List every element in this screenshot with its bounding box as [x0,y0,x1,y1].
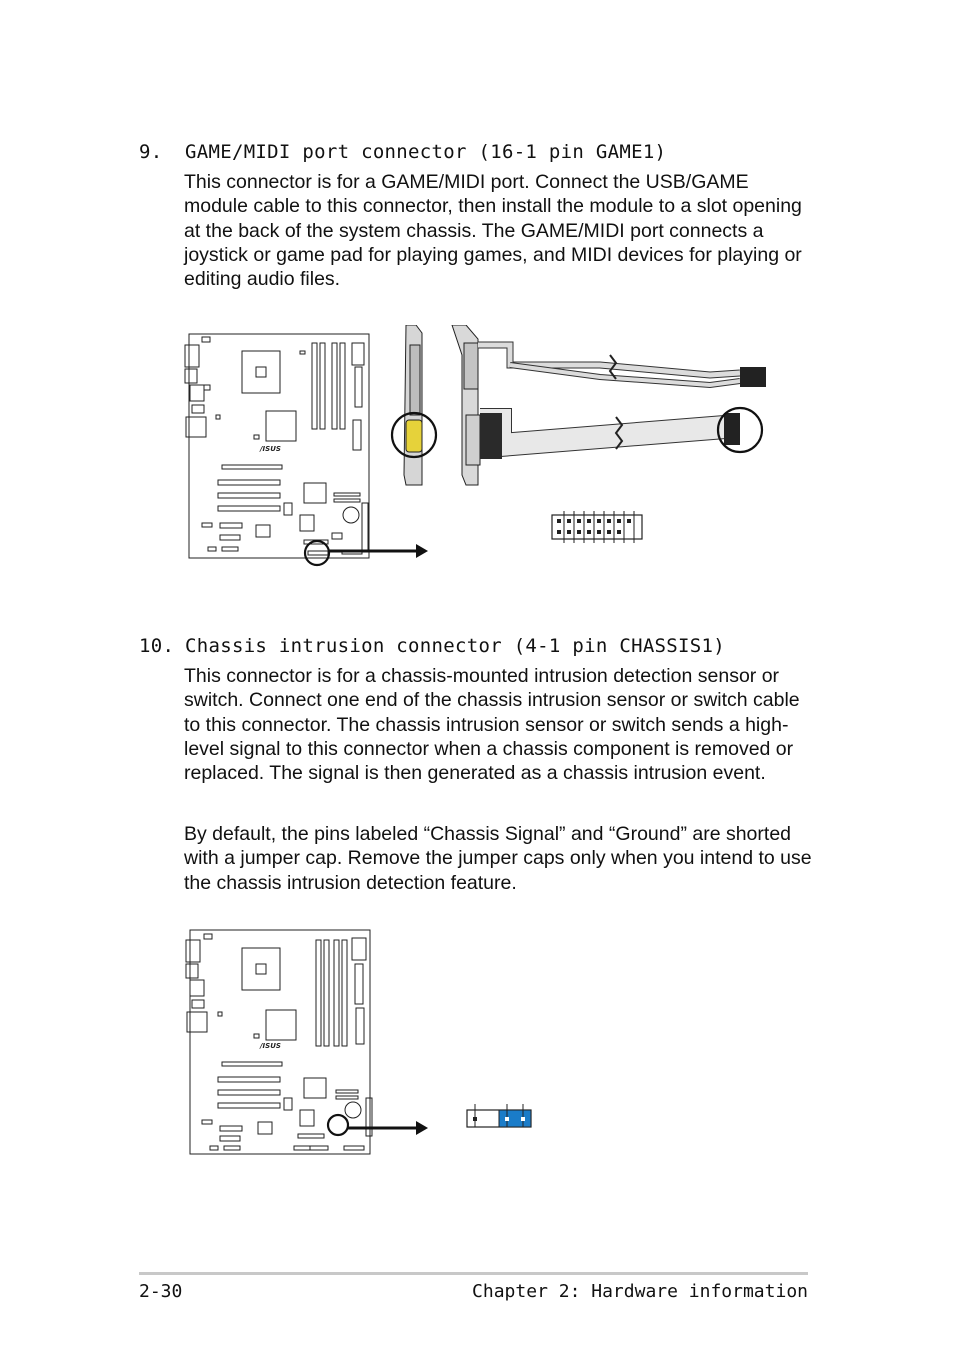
page-number: 2-30 [139,1281,183,1302]
section-10-default-note: By default, the pins labeled “Chassis Signal” and “Ground” are shorted with a jumper cap. Remove the jumper caps only when you intend to use the chassis intrusion detection feature. [184,823,812,894]
section-title: GAME/MIDI port connector (16-1 pin GAME1) [185,141,667,163]
chapter-title: Chapter 2: Hardware information [472,1281,808,1302]
section-number: 9. [139,141,163,163]
svg-text:/ISUS: /ISUS [260,445,281,453]
motherboard-diagram-chassis1 [180,922,540,1162]
section-number: 10. [139,635,175,657]
footer-rule [139,1272,808,1275]
motherboard-diagram-game1 [180,325,780,575]
section-9-body: This connector is for a GAME/MIDI port. Connect the USB/GAME module cable to this connector, then install the module to a slot opening at the back of the system chassis. The GAME/MIDI port connects a joystick or game pad for playing games, and MIDI devices for playing or editing audio files. [184,171,802,291]
section-10-heading [139,635,725,657]
section-title: Chassis intrusion connector (4-1 pin CHASSIS1) [185,635,725,657]
svg-text:/ISUS: /ISUS [260,1042,281,1050]
section-9-heading [139,141,666,163]
section-10-body: This connector is for a chassis-mounted intrusion detection sensor or switch. Connect one end of the chassis intrusion sensor or switch cable to this connector. The chassis intrusion sensor or switch sends a high-level signal to this connector when a chassis component is removed or replaced. The signal is then generated as a chassis intrusion event. [184,665,800,785]
